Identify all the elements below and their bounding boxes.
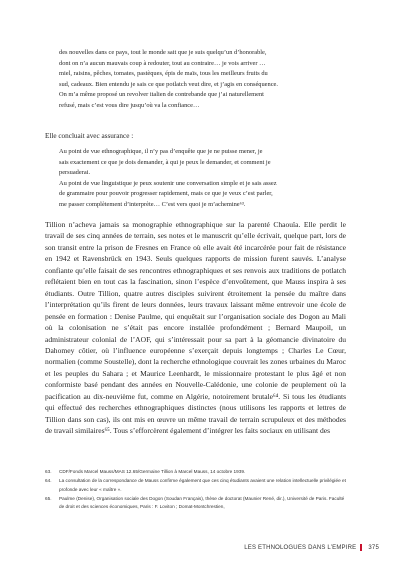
footnote-number: 65. (45, 495, 52, 501)
body-paragraph: Tillion n’acheva jamais sa monographie ethnographique sur la parenté Chaouïa. Elle perdit le travail de ses cinq années de terrain, ses notes et le manuscrit qu’elle écrivait, quelque part, lors de son transit entre la prison de Fresnes en France où elle avait été incarcérée pour fait de résistance en 1942 et Ravensbrück en 1943. Seuls quelques rapports de mission furent sauvés. L’analyse confiante qu’elle faisait de ses rencontres ethnographiques et ses renvois aux traditions de potlatch reflétaient bien en tout cas la fascination, sinon l’espèce d’envoûtement, que Mauss inspira à ses étudiants. Outre Tillion, quatre autres disciples suivirent étroitement la pensée du maître dans l’interprétation qu’ils firent de leurs données, leurs travaux laissant même entrevoir une école de pensée en formation : Denise Paulme, qui enquêtait sur l’organisation sociale des Dogon au Mali où la colonisation ne s’était pas encore installée profondément ; Bernard Maupoil, un administrateur colonial de l’AOF, qui s’intéressait pour sa part à la géomancie divinatoire du Dahomey côtier, où l’influence européenne s’exerçait depuis longtemps ; Charles Le Cœur, normalien (comme Soustelle), dont la recherche ethnologique couvrait les zones urbaines du Maroc et les peuples du Sahara ; et Maurice Leenhardt, le missionnaire protestant le plus âgé et non conformiste basé pendant des années en Nouvelle-Calédonie, une colonie de peuplement où la pacification au dix-neuvième fut, comme en Algérie, notoirement brutale⁶⁴. Si tous les étudiants qui effectué des recherches ethnographiques distinctes (nous utilisons les rapports et lettres de Tillion dans son cas), ils ont mis en œuvre un même travail de terrain scrupuleux et des méthodes de travail similaires⁶⁵. Tous s’efforcèrent également d’intégrer les faits sociaux en utilisant des (45, 220, 346, 436)
quote-line: miel, raisins, pêches, tomates, pastèques, épis de maïs, tous les meilleurs fruits du (59, 70, 268, 78)
quote-line: refusé, mais c’est vous dire jusqu’où va la confiance… (59, 101, 200, 109)
block-quote-potlatch (59, 48, 346, 112)
quote-line: dont on n’a aucun mauvais coup à redouter, tout au contraire… je vois arriver … (59, 59, 266, 67)
block-quote-ethnography (59, 147, 346, 211)
footnote-63 (45, 468, 346, 476)
footnote-65 (45, 495, 346, 512)
quote-line: sais exactement ce que je dois demander, à qui je peux le demander, et comment je (59, 158, 271, 166)
quote-line: Au point de vue ethnographique, il n’y pas d’enquête que je ne puisse mener, je (59, 148, 263, 155)
page-number: 375 (368, 544, 379, 551)
running-title: LES ETHNOLOGUES DANS L’EMPIRE (244, 544, 357, 551)
footnote-text: CDF/Fonds Marcel Mauss/MAS 12.65/Germaine Tillion à Marcel Mauss, 14 octobre 1939. (59, 469, 246, 474)
quote-line: persuaderai. (59, 169, 91, 177)
quote-line: de grammaire pour pouvoir progresser rapidement, mais ce que je veux c’est parler, (59, 190, 273, 198)
footnote-64 (45, 477, 346, 494)
quote-line: sud, cadeaux. Bien entendu je sais ce que potlatch veut dire, et j’agis en conséquence. (59, 80, 278, 88)
quote-line: On m’a même proposé un revolver italien de contrebande que j’ai naturellement (59, 91, 264, 99)
accent-bar (360, 544, 362, 551)
quote-line: des nouvelles dans ce pays, tout le monde sait que je suis quelqu’un d’honorable, (59, 49, 267, 56)
footnote-number: 63. (45, 469, 52, 474)
running-footer (244, 544, 379, 551)
footnotes (45, 468, 346, 512)
quote-line: me passer complètement d’interprète… C’est vers quoi je m’achemine⁶³. (59, 200, 246, 208)
footnote-text: La consultation de la correspondance de Mauss confirme également que ces cinq étudiants avaient une relation intellectuelle privilégiée et profonde avec leur « maître ». (59, 478, 346, 492)
quote-line: Au point de vue linguistique je peux soutenir une conversation simple et je sais assez (59, 179, 277, 187)
transition-sentence: Elle concluait avec assurance : (45, 132, 134, 140)
footnote-number: 64. (45, 478, 52, 484)
footnote-text: Paulme (Denise), Organisation sociale des Dogon (Soudan Français), thèse de doctorat (Maunier René, dir.), Université de Paris. Faculté de droit et des sciences économiques, Paris : F. Loviton ; Domat-Montchrestien, (59, 495, 345, 510)
